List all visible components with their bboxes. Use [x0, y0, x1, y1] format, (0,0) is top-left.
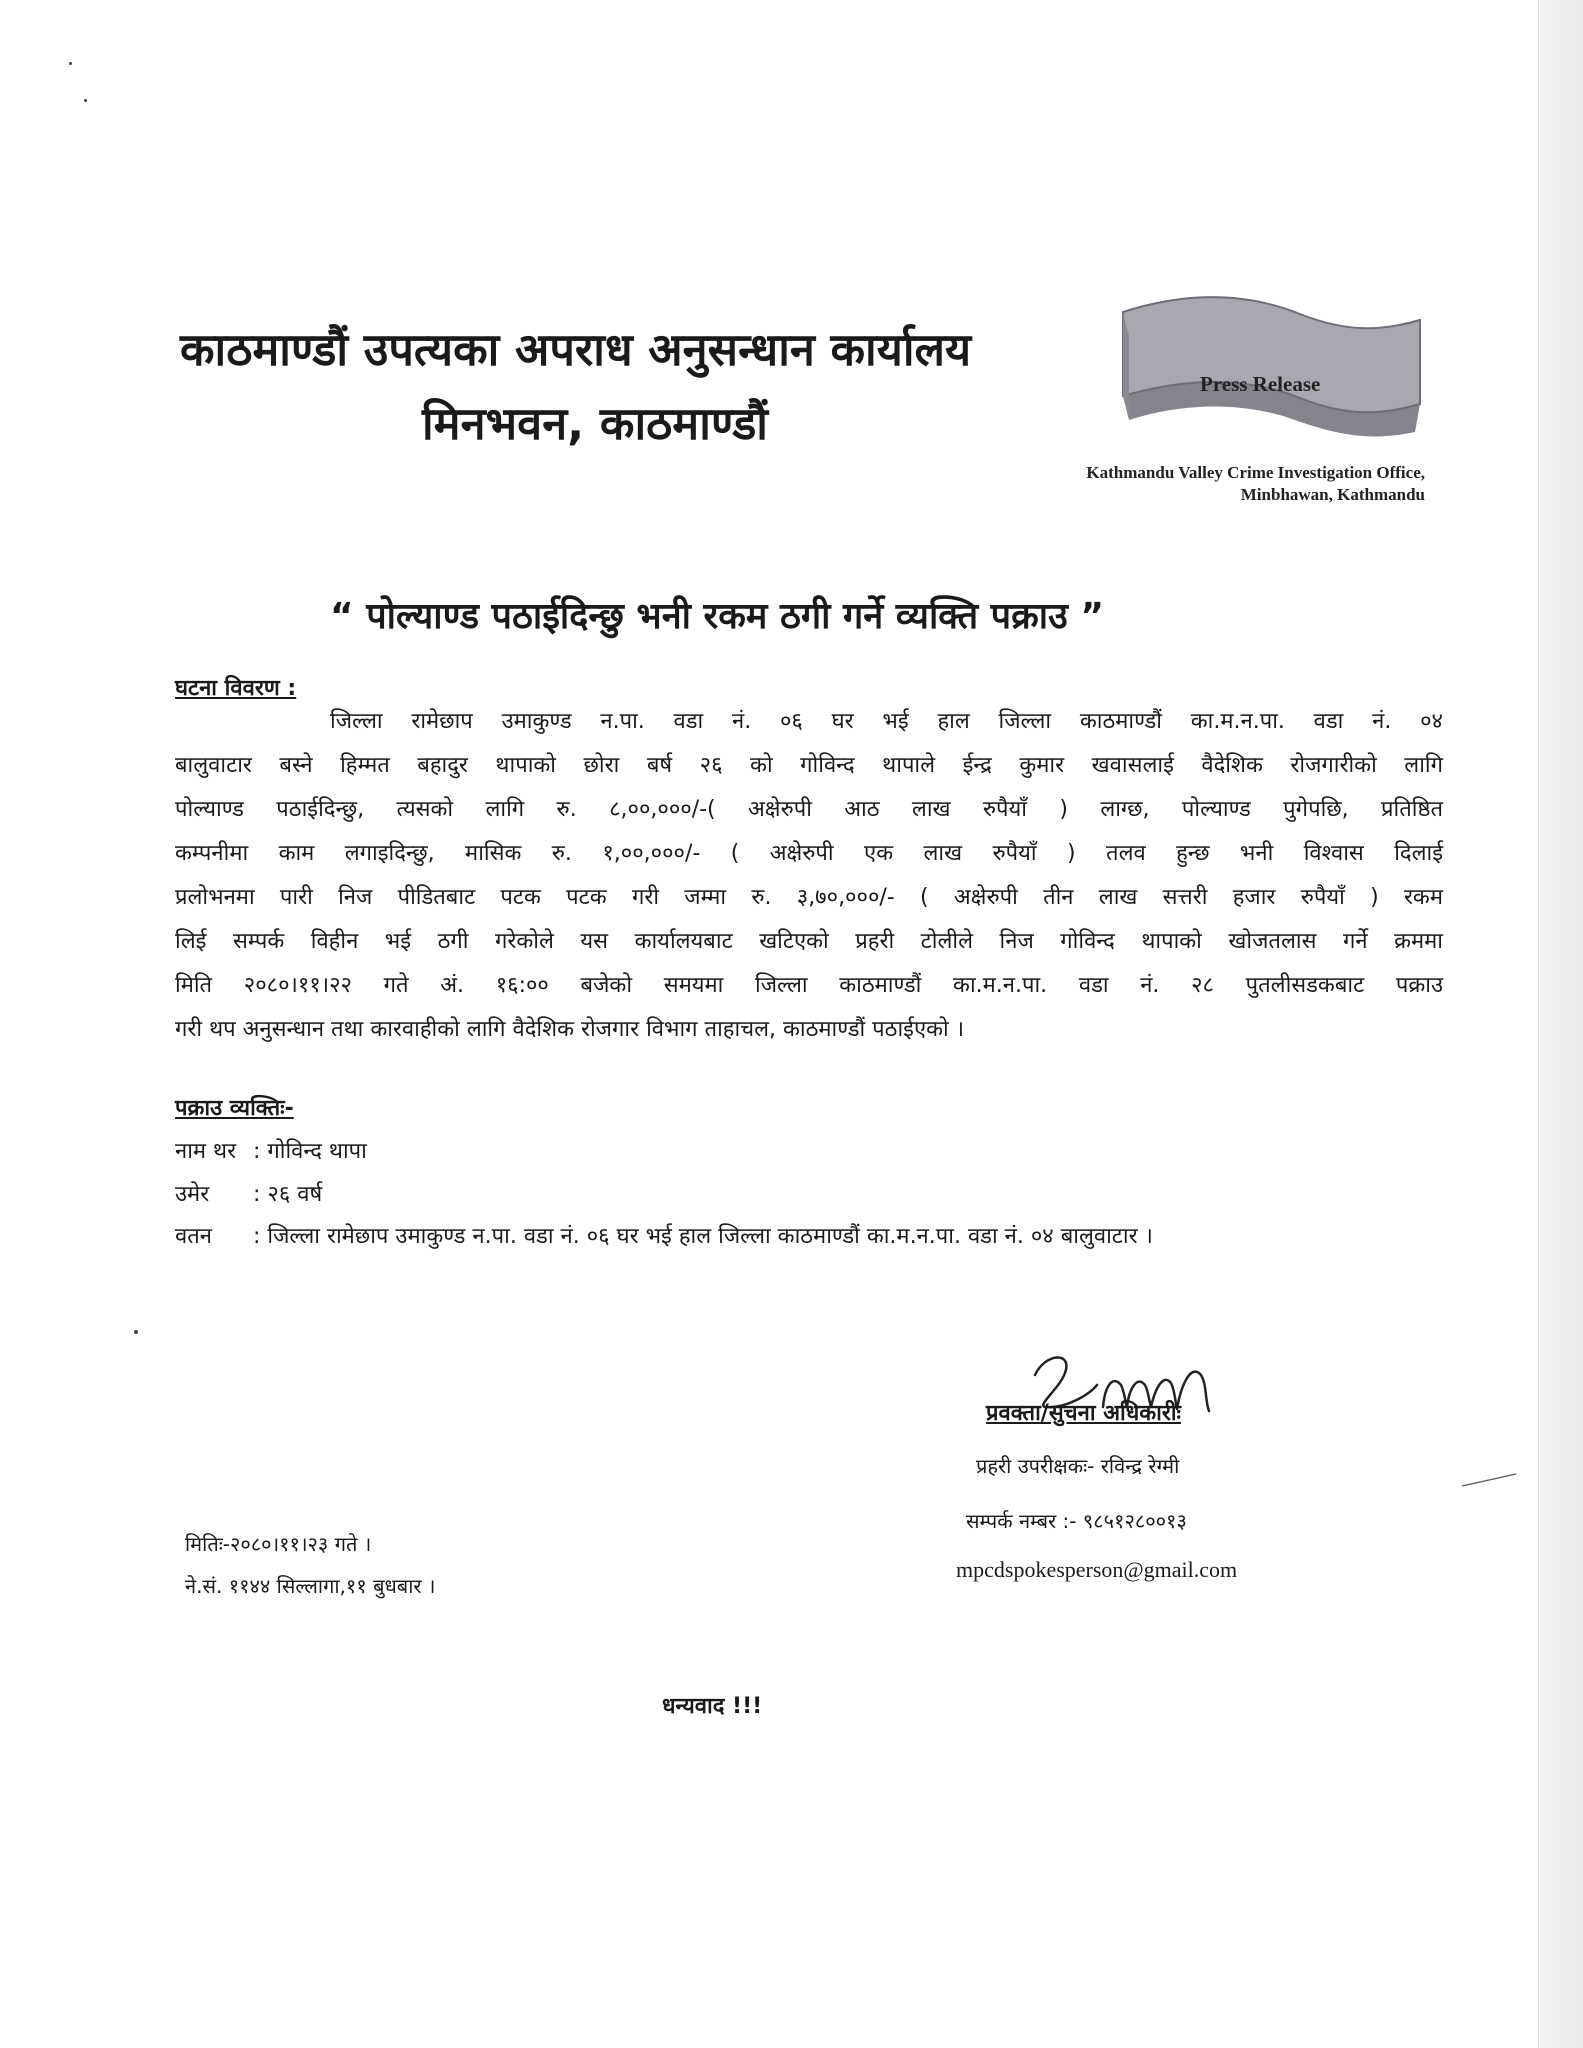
office-title: काठमाण्डौं उपत्यका अपराध अनुसन्धान कार्यालय [180, 323, 972, 376]
incident-heading: घटना विवरण : [175, 676, 297, 701]
stray-pen-mark [1460, 1470, 1520, 1490]
press-release-label: Press Release [1200, 372, 1321, 396]
scan-speck [134, 1330, 138, 1334]
office-location: मिनभवन, काठमाण्डौं [422, 397, 768, 450]
incident-line: बालुवाटार बस्ने हिम्मत बहादुर थापाको छोरा बर्ष २६ को गोविन्द थापाले ईन्द्र कुमार खवासलाई वैदेशिक रोजगारीको लागि [175, 753, 1443, 778]
name-label: नाम थर [175, 1139, 237, 1164]
arrested-age-row [175, 1178, 322, 1208]
scan-speck [69, 62, 72, 65]
age-label: उमेर [175, 1182, 210, 1207]
spokesperson-contact: सम्पर्क नम्बर :- ९८५१२८००१३ [966, 1509, 1187, 1533]
date-nepal-sambat: ने.सं. ११४४ सिल्लागा,११ बुधबार । [185, 1574, 436, 1598]
closing-thanks: धन्यवाद !!! [662, 1694, 763, 1719]
press-release-headline: “ पोल्याण्ड पठाईदिन्छु भनी रकम ठगी गर्ने व्यक्ति पक्राउ ” [330, 596, 1104, 637]
incident-line: गरी थप अनुसन्धान तथा कारवाहीको लागि वैदेशिक रोजगार विभाग ताहाचल, काठमाण्डौं पठाईएको । [175, 1017, 965, 1042]
page-edge [1538, 0, 1583, 2048]
incident-line: मिति २०८०।११।२२ गते अं. १६:०० बजेको समयमा जिल्ला काठमाण्डौं का.म.न.पा. वडा नं. २८ पुतलीसडकबाट पक्राउ [175, 973, 1443, 998]
scan-speck [84, 99, 87, 102]
spokesperson-email: mpcdspokesperson@gmail.com [956, 1557, 1238, 1582]
banner-wave-shape [1115, 292, 1425, 442]
spokesperson-block [930, 1345, 1430, 1645]
incident-line: पोल्याण्ड पठाईदिन्छु, त्यसको लागि रु. ८,००,०००/-( अक्षेरुपी आठ लाख रुपैयाँ ) लाग्छ, पोल्याण्ड पुगेपछि, प्रतिष्ठित [175, 797, 1443, 822]
arrested-address-row [175, 1220, 1153, 1250]
office-name-english-line2: Minbhawan, Kathmandu [1240, 485, 1425, 504]
arrested-person-heading: पक्राउ व्यक्तिः- [175, 1096, 294, 1121]
date-gregorian-nepali: मितिः-२०८०।११।२३ गते । [185, 1532, 372, 1556]
incident-line: जिल्ला रामेछाप उमाकुण्ड न.पा. वडा नं. ०६ घर भई हाल जिल्ला काठमाण्डौं का.म.न.पा. वडा नं. ०४ [330, 709, 1443, 734]
age-value: : २६ वर्ष [253, 1182, 323, 1207]
incident-line: प्रलोभनमा पारी निज पीडितबाट पटक पटक गरी जम्मा रु. ३,७०,०००/- ( अक्षेरुपी तीन लाख सत्तरी हजार रुपैयाँ ) रकम [175, 885, 1443, 910]
arrested-name-row [175, 1135, 367, 1165]
address-label: वतन [175, 1224, 212, 1249]
office-name-english [1086, 462, 1425, 506]
incident-description [175, 700, 1443, 1052]
press-release-banner [1115, 292, 1425, 442]
name-value: : गोविन्द थापा [253, 1139, 367, 1164]
spokesperson-title: प्रवक्ता/सुचना अधिकारीः [986, 1401, 1181, 1426]
incident-line: लिई सम्पर्क विहीन भई ठगी गरेकोले यस कार्यालयबाट खटिएको प्रहरी टोलीले निज गोविन्द थापाको खोजतलास गर्ने क्रममा [175, 929, 1443, 954]
office-name-english-line1: Kathmandu Valley Crime Investigation Office, [1086, 463, 1425, 482]
address-value: : जिल्ला रामेछाप उमाकुण्ड न.पा. वडा नं. ०६ घर भई हाल जिल्ला काठमाण्डौं का.म.न.पा. वडा नं. ०४ बालुवाटार । [253, 1224, 1153, 1249]
incident-line: कम्पनीमा काम लगाइदिन्छु, मासिक रु. १,००,०००/- ( अक्षेरुपी एक लाख रुपैयाँ ) तलव हुन्छ भनी विश्वास दिलाई [175, 841, 1443, 866]
spokesperson-rank-name: प्रहरी उपरीक्षकः- रविन्द्र रेग्मी [976, 1454, 1180, 1478]
